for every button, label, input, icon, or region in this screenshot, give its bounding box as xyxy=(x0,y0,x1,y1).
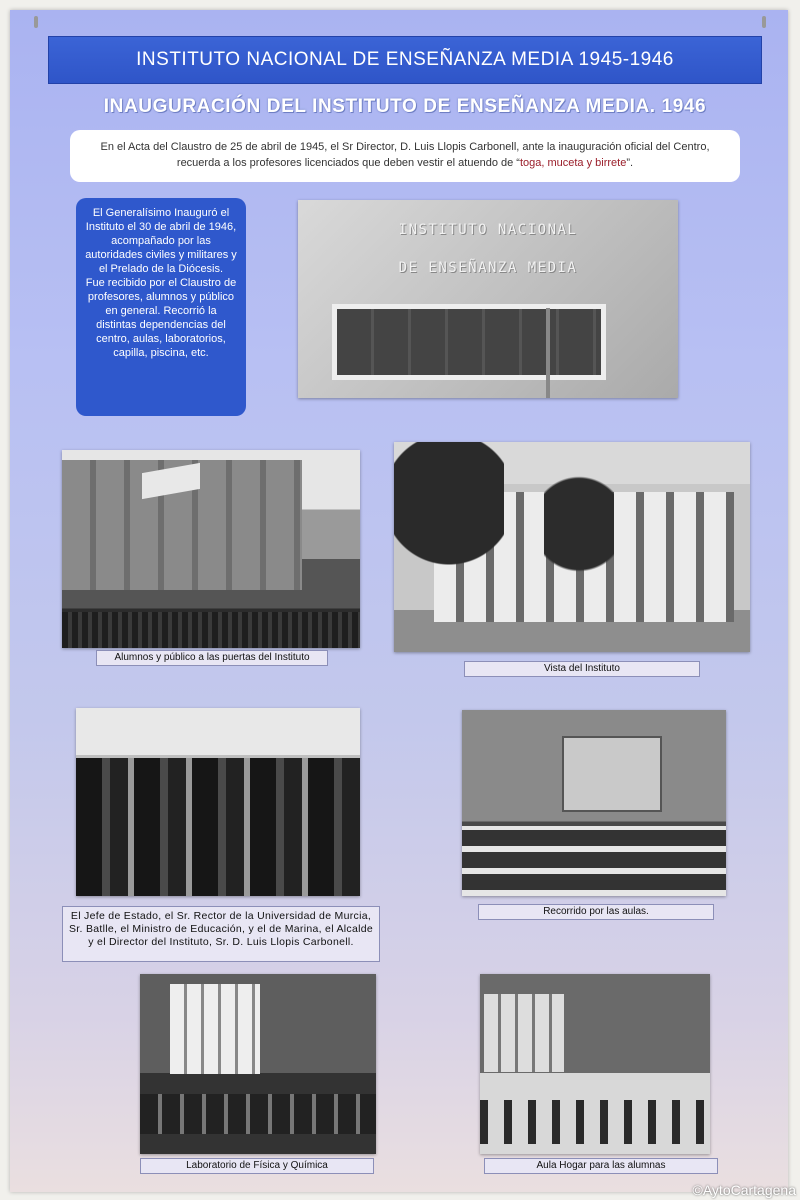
inauguration-info-box xyxy=(76,198,246,416)
intro-text-box xyxy=(70,130,740,182)
tree xyxy=(544,452,614,632)
officials-group xyxy=(76,758,360,896)
desks xyxy=(462,826,726,896)
pin xyxy=(34,16,38,28)
sign-line-2: DE ENSEÑANZA MEDIA xyxy=(398,260,578,276)
photo-institute-sign xyxy=(298,200,678,398)
caption-home-classroom: Aula Hogar para las alumnas xyxy=(484,1158,718,1174)
lab-windows xyxy=(170,984,260,1074)
trees xyxy=(394,442,504,632)
photo-classroom-tour xyxy=(462,710,726,896)
caption-crowd-entrance: Alumnos y público a las puertas del Instituto xyxy=(96,650,328,666)
photo-officials xyxy=(76,708,360,896)
chairs xyxy=(480,1100,710,1144)
intro-text: En el Acta del Claustro de 25 de abril de 1945, el Sr Director, D. Luis Llopis Carbonell, ante la inauguración oficial del Centro, recuerda a los profesores licenciados que deben vestir el atuendo de “ xyxy=(100,141,710,169)
photo-institute-view xyxy=(394,442,750,652)
sign-line-1: INSTITUTO NACIONAL xyxy=(398,222,578,238)
sign-pole xyxy=(546,308,550,398)
lab-benches xyxy=(140,1094,376,1134)
caption-classroom-tour: Recorrido por las aulas. xyxy=(478,904,714,920)
caption-officials: El Jefe de Estado, el Sr. Rector de la Universidad de Murcia, Sr. Batlle, el Ministro de Educación, y el de Marina, el Alcalde y el Director del Instituto, Sr. D. Luis Llopis Carbonell. xyxy=(62,906,380,962)
pin xyxy=(762,16,766,28)
poster-subtitle: INAUGURACIÓN DEL INSTITUTO DE ENSEÑANZA MEDIA. 1946 xyxy=(103,96,707,117)
inauguration-info-text: El Generalísimo Inauguró el Instituto el 30 de abril de 1946, acompañado por las autoridades civiles y militares y el Prelado de la Diócesis. Fue recibido por el Claustro de profesores, alumnos y público en general. Recorrió la distintas dependencias del centro, aulas, laboratorios, capilla, piscina, etc. xyxy=(85,207,237,359)
watermark: ©AytoCartagena xyxy=(692,1182,796,1198)
classroom-window xyxy=(484,994,564,1072)
caption-laboratory: Laboratorio de Física y Química xyxy=(140,1158,374,1174)
sign-window xyxy=(332,304,606,380)
wall-map xyxy=(562,736,662,812)
caption-institute-view: Vista del Instituto xyxy=(464,661,700,677)
crowd xyxy=(62,612,360,648)
exhibition-poster xyxy=(10,10,788,1192)
intro-highlight: toga, muceta y birrete xyxy=(519,157,627,169)
photo-crowd-entrance xyxy=(62,450,360,648)
poster-title: INSTITUTO NACIONAL DE ENSEÑANZA MEDIA 1945-1946 xyxy=(48,36,762,84)
photo-laboratory xyxy=(140,974,376,1154)
photo-home-classroom xyxy=(480,974,710,1154)
intro-text-end: ”. xyxy=(626,157,634,169)
